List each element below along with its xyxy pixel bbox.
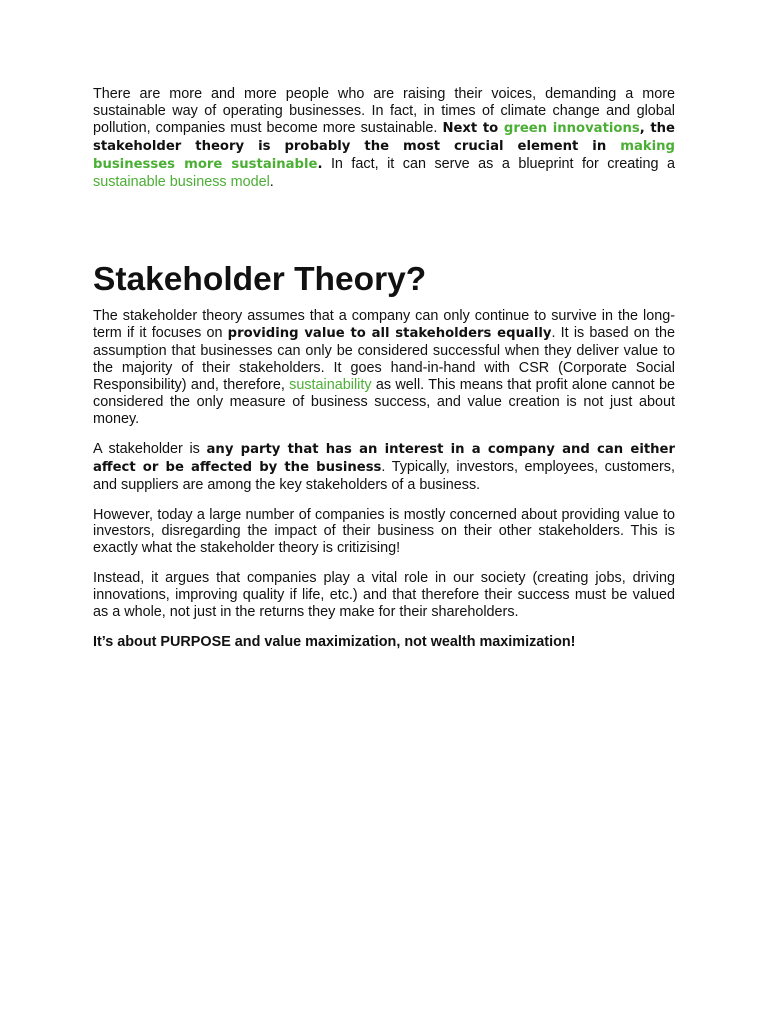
paragraph-text: . It is based on the assumption that businesses can only be considered successful when they deliver value to the majority of their stakeholders. It goes hand-in-hand with CSR (Corporate Social Responsibility) and, therefore,: [93, 325, 675, 394]
intro-text: In fact, it can serve as a blueprint for creating a: [322, 155, 675, 172]
paragraph-text: as well. This means that profit alone cannot be considered the only measure of business success, and value creation is not just about money.: [93, 377, 675, 427]
making-businesses-sustainable-link[interactable]: making businesses more sustainable: [93, 138, 675, 172]
intro-paragraph: [93, 86, 675, 190]
society-role-paragraph: Instead, it argues that companies play a vital role in our society (creating jobs, driving innovations, improving quality if life, etc.) and that therefore their success must be valued as a whole, not just in the returns they make for their shareholders.: [93, 570, 675, 621]
paragraph-text: . Typically, investors, employees, customers, and suppliers are among the key stakeholders of a business.: [93, 458, 676, 493]
paragraph-text: The stakeholder theory assumes that a company can only continue to survive in the long-term if it focuses on: [93, 308, 675, 342]
paragraph-text: A stakeholder is: [93, 440, 207, 457]
investor-focus-paragraph: However, today a large number of companies is mostly concerned about providing value to investors, disregarding the impact of their business on their other stakeholders. This is exactly what the stakeholder theory is critizising!: [93, 506, 675, 557]
paragraph-bold-text: any party that has an interest in a company and can either affect or be affected by the business: [93, 441, 675, 475]
green-innovations-link[interactable]: green innovations: [503, 120, 640, 136]
sustainability-link[interactable]: sustainability: [289, 377, 372, 394]
intro-text: .: [269, 173, 274, 190]
intro-text: There are more and more people who are raising their voices, demanding a more sustainable way of operating businesses. In fact, in times of climate change and global pollution, companies must become more sustainable.: [93, 86, 675, 136]
document-page: [93, 86, 675, 651]
intro-bold-text: Next to: [442, 120, 504, 136]
closing-statement: It’s about PURPOSE and value maximization, not wealth maximization!: [93, 633, 576, 650]
intro-bold-text: .: [317, 156, 323, 172]
section-heading: Stakeholder Theory?: [93, 261, 427, 299]
sustainable-business-model-link[interactable]: sustainable business model: [93, 173, 270, 190]
paragraph-bold-text: providing value to all stakeholders equally: [227, 326, 552, 342]
intro-bold-text: , the stakeholder theory is probably the most crucial element in: [93, 120, 676, 154]
stakeholder-theory-paragraph: [93, 308, 675, 427]
stakeholder-definition-paragraph: [93, 441, 675, 494]
